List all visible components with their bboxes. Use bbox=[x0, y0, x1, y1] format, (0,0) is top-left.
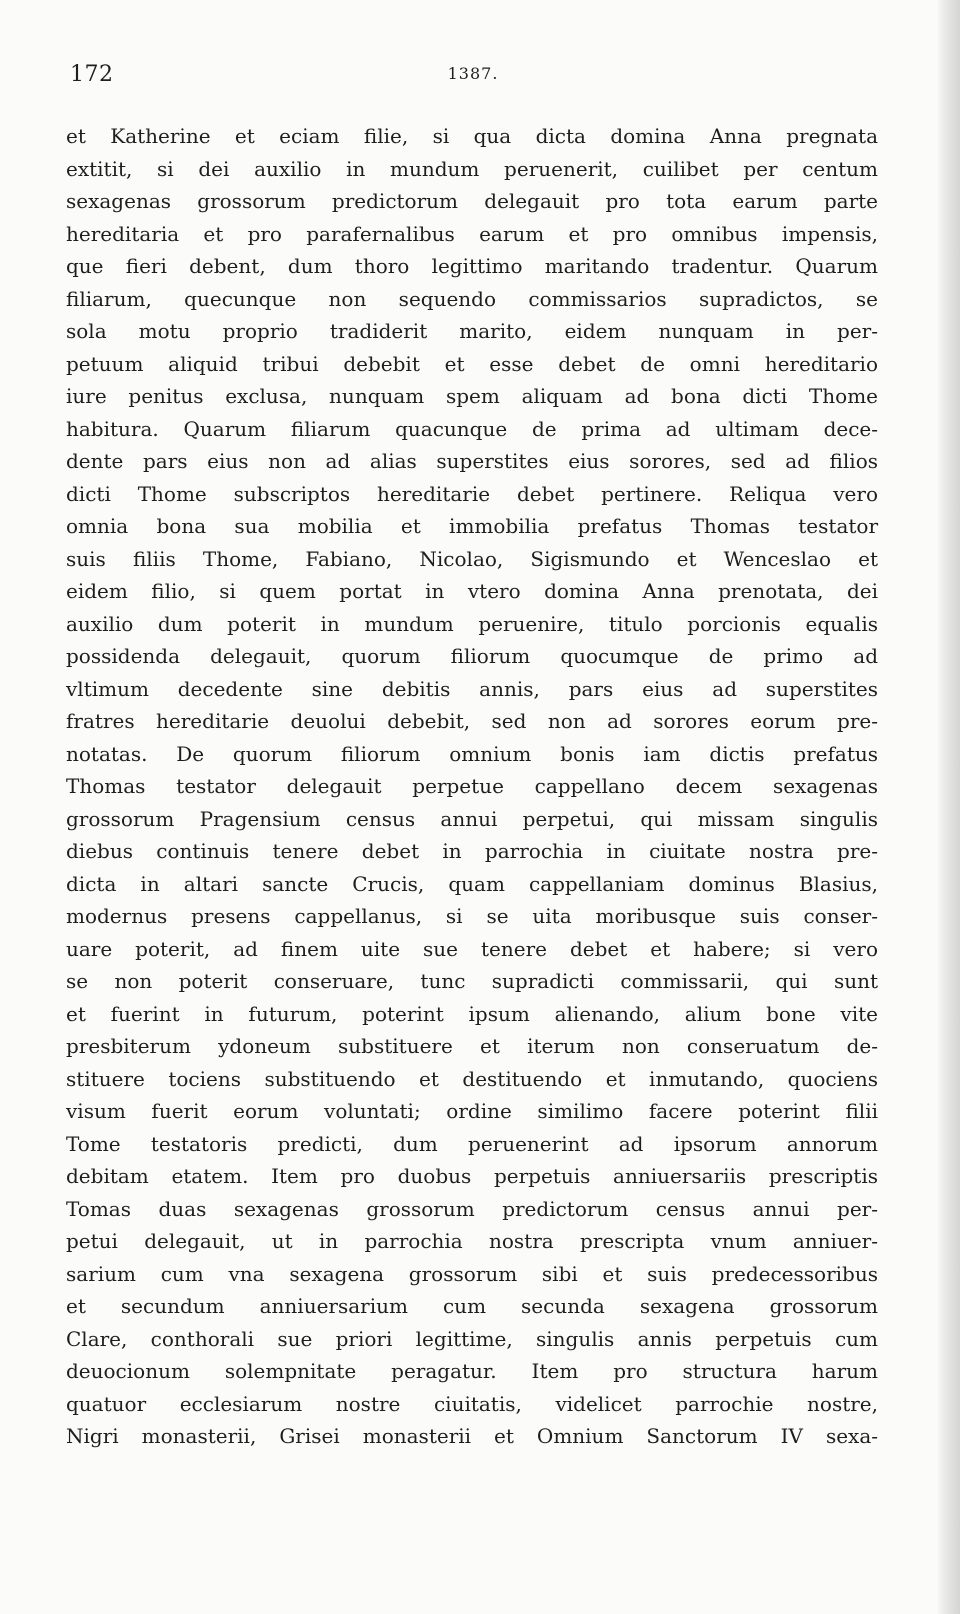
text-line: se non poterit conseruare, tunc supradicti commissarii, qui sunt bbox=[66, 969, 878, 993]
text-line: filiarum, quecunque non sequendo commissarios supradictos, se bbox=[66, 286, 878, 311]
text-line: et secundum anniuersarium cum secunda sexagena grossorum bbox=[66, 1294, 878, 1318]
text-line: notatas. De quorum filiorum omnium bonis iam dictis prefatus bbox=[66, 741, 878, 766]
text-line: hereditaria et pro parafernalibus earum et pro omnibus impensis, bbox=[66, 221, 878, 246]
page-edge-shadow bbox=[938, 0, 960, 1614]
text-line: et Katherine et eciam filie, si qua dicta domina Anna pregnata bbox=[66, 124, 878, 148]
page-header bbox=[70, 62, 876, 94]
text-line: Tome testatoris predicti, dum peruenerint ad ipsorum annorum bbox=[66, 1131, 878, 1156]
text-line: habitura. Quarum filiarum quacunque de prima ad ultimam dece- bbox=[66, 416, 878, 441]
text-line: deuocionum solempnitate peragatur. Item pro structura harum bbox=[66, 1359, 878, 1383]
text-line: iure penitus exclusa, nunquam spem aliquam ad bona dicti Thome bbox=[66, 384, 878, 408]
text-line: visum fuerit eorum voluntati; ordine similimo facere poterint filii bbox=[66, 1099, 878, 1123]
text-line: sexagenas grossorum predictorum delegauit pro tota earum parte bbox=[66, 189, 878, 213]
text-line: sola motu proprio tradiderit marito, eidem nunquam in per- bbox=[66, 319, 878, 343]
text-line: quatuor ecclesiarum nostre ciuitatis, videlicet parrochie nostre, bbox=[66, 1391, 878, 1416]
text-line: suis filiis Thome, Fabiano, Nicolao, Sigismundo et Wenceslao et bbox=[66, 546, 878, 571]
text-line: omnia bona sua mobilia et immobilia prefatus Thomas testator bbox=[66, 514, 878, 538]
text-line: possidenda delegauit, quorum filiorum quocumque de primo ad bbox=[66, 644, 878, 668]
page-number: 172 bbox=[70, 62, 114, 87]
text-line: Tomas duas sexagenas grossorum predictorum census annui per- bbox=[66, 1196, 878, 1221]
text-line: que fieri debent, dum thoro legittimo maritando tradentur. Quarum bbox=[66, 254, 878, 278]
text-line: sarium cum vna sexagena grossorum sibi et suis predecessoribus bbox=[66, 1261, 878, 1286]
text-line: grossorum Pragensium census annui perpetui, qui missam singulis bbox=[66, 806, 878, 831]
text-line: dicti Thome subscriptos hereditarie debet pertinere. Reliqua vero bbox=[66, 481, 878, 506]
text-line: petui delegauit, ut in parrochia nostra prescripta vnum anniuer- bbox=[66, 1229, 878, 1253]
text-line: modernus presens cappellanus, si se uita moribusque suis conser- bbox=[66, 904, 878, 928]
text-line: uare poterit, ad finem uite sue tenere debet et habere; si vero bbox=[66, 936, 878, 961]
body-text bbox=[66, 120, 878, 1453]
text-line: stituere tociens substituendo et destituendo et inmutando, quociens bbox=[66, 1066, 878, 1091]
text-line: extitit, si dei auxilio in mundum peruenerit, cuilibet per centum bbox=[66, 156, 878, 181]
text-line: vltimum decedente sine debitis annis, pars eius ad superstites bbox=[66, 676, 878, 701]
text-line: presbiterum ydoneum substituere et iterum non conseruatum de- bbox=[66, 1034, 878, 1058]
text-line: Nigri monasterii, Grisei monasterii et Omnium Sanctorum IV sexa- bbox=[66, 1424, 878, 1448]
text-line: petuum aliquid tribui debebit et esse debet de omni hereditario bbox=[66, 351, 878, 376]
text-line: fratres hereditarie deuolui debebit, sed non ad sorores eorum pre- bbox=[66, 709, 878, 733]
text-line: diebus continuis tenere debet in parrochia in ciuitate nostra pre- bbox=[66, 839, 878, 863]
text-line: dicta in altari sancte Crucis, quam cappellaniam dominus Blasius, bbox=[66, 871, 878, 896]
text-line: eidem filio, si quem portat in vtero domina Anna prenotata, dei bbox=[66, 579, 878, 603]
text-line: dente pars eius non ad alias superstites eius sorores, sed ad filios bbox=[66, 449, 878, 473]
text-line: debitam etatem. Item pro duobus perpetuis anniuersariis prescriptis bbox=[66, 1164, 878, 1188]
running-head-year: 1387. bbox=[447, 64, 499, 83]
text-line: Thomas testator delegauit perpetue cappellano decem sexagenas bbox=[66, 774, 878, 798]
text-line: et fuerint in futurum, poterint ipsum alienando, alium bone vite bbox=[66, 1001, 878, 1026]
text-line: auxilio dum poterit in mundum peruenire, titulo porcionis equalis bbox=[66, 611, 878, 636]
text-line: Clare, conthorali sue priori legittime, singulis annis perpetuis cum bbox=[66, 1326, 878, 1351]
